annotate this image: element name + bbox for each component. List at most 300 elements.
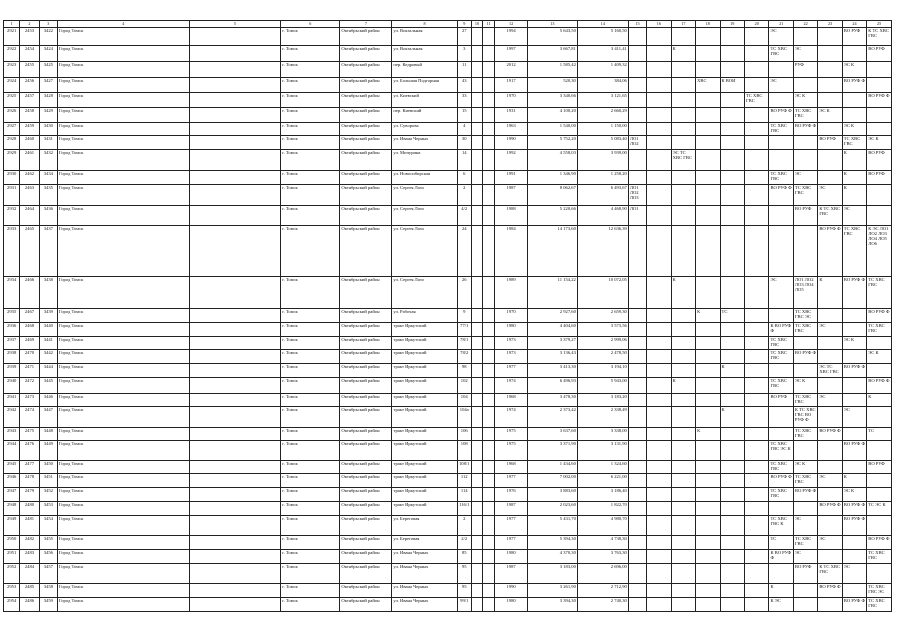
table-cell bbox=[696, 136, 720, 150]
table-cell: ул. Ивана Черных bbox=[392, 598, 457, 612]
table-cell: Октябрьский район bbox=[340, 441, 392, 461]
table-cell bbox=[744, 171, 768, 185]
table-cell bbox=[647, 150, 671, 171]
table-cell bbox=[647, 564, 671, 584]
table-cell: ВО РУФ bbox=[867, 461, 892, 474]
table-cell bbox=[189, 407, 281, 428]
table-cell bbox=[471, 407, 482, 428]
table-cell bbox=[483, 226, 495, 277]
table-cell: ВО РУФ bbox=[793, 206, 817, 226]
table-cell: ТС ХВС ГВС bbox=[793, 428, 817, 441]
table-row bbox=[4, 441, 892, 461]
table-cell: 1977 bbox=[495, 364, 528, 378]
table-cell: ЭС bbox=[842, 407, 866, 428]
table-cell bbox=[671, 337, 695, 350]
table-cell: 8 062,67 bbox=[527, 185, 577, 206]
table-cell bbox=[483, 461, 495, 474]
table-cell bbox=[696, 277, 720, 309]
table-cell bbox=[867, 337, 892, 350]
table-cell bbox=[483, 584, 495, 598]
table-cell: ТС ХВС ГВС ЭС К bbox=[769, 441, 793, 461]
table-cell bbox=[471, 206, 482, 226]
table-cell bbox=[471, 441, 482, 461]
table-cell: пер. Кедровый bbox=[392, 62, 457, 78]
table-cell: 2928 bbox=[4, 136, 20, 150]
table-cell: Город Томск bbox=[58, 206, 190, 226]
table-cell bbox=[744, 536, 768, 550]
table-cell: 3 413,30 bbox=[527, 364, 577, 378]
table-cell: 104 bbox=[457, 394, 471, 407]
table-cell bbox=[818, 93, 842, 108]
table-cell bbox=[769, 226, 793, 277]
table-cell bbox=[647, 350, 671, 364]
table-cell: ВО РУФ Ф bbox=[867, 309, 892, 323]
table-cell bbox=[671, 564, 695, 584]
table-cell bbox=[818, 488, 842, 502]
table-cell bbox=[189, 474, 281, 488]
table-cell: ЭС К bbox=[867, 350, 892, 364]
table-cell: 2464 bbox=[20, 206, 39, 226]
table-cell bbox=[647, 136, 671, 150]
column-header: 24 bbox=[842, 21, 866, 28]
table-cell: 2453 bbox=[20, 28, 39, 46]
table-cell bbox=[189, 441, 281, 461]
table-cell bbox=[793, 441, 817, 461]
table-cell: 2461 bbox=[20, 150, 39, 171]
table-cell bbox=[793, 337, 817, 350]
table-cell: 2458 bbox=[20, 108, 39, 123]
table-cell: 1 409,32 bbox=[577, 62, 628, 78]
table-cell bbox=[471, 474, 482, 488]
table-cell: 77/1 bbox=[457, 323, 471, 337]
column-header: 16 bbox=[647, 21, 671, 28]
table-cell bbox=[842, 428, 866, 441]
table-cell bbox=[720, 378, 744, 394]
table-cell: 2471 bbox=[20, 364, 39, 378]
table-cell: г. Томск bbox=[281, 428, 340, 441]
table-cell bbox=[696, 502, 720, 516]
table-cell: ул. Ивана Черных bbox=[392, 584, 457, 598]
table-cell: г. Томск bbox=[281, 185, 340, 206]
table-cell bbox=[744, 136, 768, 150]
table-cell: ЭС bbox=[818, 323, 842, 337]
table-cell bbox=[842, 309, 866, 323]
column-header: 9 bbox=[457, 21, 471, 28]
table-cell: 3447 bbox=[39, 407, 57, 428]
table-row bbox=[4, 150, 892, 171]
table-cell bbox=[793, 28, 817, 46]
table-cell bbox=[647, 46, 671, 62]
table-cell bbox=[647, 364, 671, 378]
table-cell: ул. Рабочая bbox=[392, 309, 457, 323]
table-cell: 1968 bbox=[495, 461, 528, 474]
table-cell bbox=[671, 394, 695, 407]
table-cell bbox=[867, 407, 892, 428]
table-cell bbox=[720, 394, 744, 407]
table-cell bbox=[483, 28, 495, 46]
table-cell: ул. Вокзальная bbox=[392, 28, 457, 46]
table-cell bbox=[483, 150, 495, 171]
table-cell: 4 370,30 bbox=[527, 550, 577, 564]
table-cell: Октябрьский район bbox=[340, 407, 392, 428]
table-cell bbox=[818, 46, 842, 62]
table-cell: тракт Иркутский bbox=[392, 428, 457, 441]
table-cell: 3453 bbox=[39, 502, 57, 516]
table-cell: г. Томск bbox=[281, 407, 340, 428]
table-cell bbox=[483, 428, 495, 441]
table-cell: ТС ХВС ГВС bbox=[867, 277, 892, 309]
table-cell bbox=[720, 28, 744, 46]
table-cell bbox=[744, 428, 768, 441]
table-cell: 3 478,30 bbox=[527, 394, 577, 407]
table-cell: 1987 bbox=[495, 564, 528, 584]
table-cell bbox=[471, 123, 482, 136]
table-cell: ЭС bbox=[818, 474, 842, 488]
table-cell: г. Томск bbox=[281, 46, 340, 62]
table-cell: г. Томск bbox=[281, 488, 340, 502]
table-cell: Октябрьский район bbox=[340, 428, 392, 441]
table-cell bbox=[842, 550, 866, 564]
table-cell: ТС ХВС ГВС bbox=[769, 171, 793, 185]
table-cell: г. Томск bbox=[281, 108, 340, 123]
table-cell bbox=[671, 364, 695, 378]
table-cell: 1977 bbox=[495, 474, 528, 488]
table-cell bbox=[744, 28, 768, 46]
table-cell bbox=[471, 62, 482, 78]
table-cell bbox=[647, 309, 671, 323]
table-cell bbox=[744, 516, 768, 536]
table-cell: 2465 bbox=[20, 226, 39, 277]
table-cell: Город Томск bbox=[58, 474, 190, 488]
table-cell: тракт Иркутский bbox=[392, 488, 457, 502]
table-cell bbox=[671, 350, 695, 364]
table-cell: ВО РУФ bbox=[769, 394, 793, 407]
table-cell bbox=[189, 394, 281, 407]
table-cell: 1917 bbox=[495, 78, 528, 93]
table-cell: Город Томск bbox=[58, 488, 190, 502]
table-cell bbox=[842, 350, 866, 364]
table-cell bbox=[671, 28, 695, 46]
table-row bbox=[4, 461, 892, 474]
table-row bbox=[4, 350, 892, 364]
table-cell bbox=[189, 461, 281, 474]
table-cell: ул. Береговая bbox=[392, 536, 457, 550]
table-cell: 3459 bbox=[39, 598, 57, 612]
table-cell: 5 431,70 bbox=[527, 516, 577, 536]
table-cell bbox=[696, 46, 720, 62]
table-cell: ул. Сергея Лазо bbox=[392, 277, 457, 309]
table-cell bbox=[671, 502, 695, 516]
table-cell: 1975 bbox=[495, 428, 528, 441]
table-cell bbox=[189, 150, 281, 171]
table-cell: 112 bbox=[457, 474, 471, 488]
table-cell: 2468 bbox=[20, 323, 39, 337]
table-cell: Октябрьский район bbox=[340, 378, 392, 394]
table-cell: ВО РУФ Ф bbox=[818, 428, 842, 441]
table-cell bbox=[696, 171, 720, 185]
table-cell bbox=[793, 226, 817, 277]
table-cell: 3 939,00 bbox=[577, 150, 628, 171]
table-cell bbox=[696, 93, 720, 108]
table-row bbox=[4, 185, 892, 206]
table-cell: 2467 bbox=[20, 309, 39, 323]
table-cell bbox=[189, 337, 281, 350]
table-cell: 3451 bbox=[39, 474, 57, 488]
table-cell bbox=[671, 407, 695, 428]
table-cell: г. Томск bbox=[281, 441, 340, 461]
table-cell: 1997 bbox=[495, 46, 528, 62]
table-cell: ВО РУФ Ф bbox=[818, 584, 842, 598]
table-cell bbox=[628, 78, 646, 93]
table-cell: 3432 bbox=[39, 150, 57, 171]
table-row bbox=[4, 171, 892, 185]
table-cell: 1 585,42 bbox=[527, 62, 577, 78]
table-cell bbox=[720, 323, 744, 337]
table-cell bbox=[671, 516, 695, 536]
table-cell: 1 540,00 bbox=[527, 123, 577, 136]
table-row bbox=[4, 108, 892, 123]
column-header: 5 bbox=[189, 21, 281, 28]
table-cell: 3 183,00 bbox=[527, 564, 577, 584]
table-cell bbox=[696, 441, 720, 461]
table-cell bbox=[628, 378, 646, 394]
table-cell bbox=[483, 46, 495, 62]
table-cell bbox=[647, 108, 671, 123]
table-cell bbox=[671, 536, 695, 550]
table-row bbox=[4, 62, 892, 78]
table-cell: г. Томск bbox=[281, 226, 340, 277]
table-cell: 2479 bbox=[20, 488, 39, 502]
table-cell: К bbox=[842, 185, 866, 206]
table-cell: Октябрьский район bbox=[340, 226, 392, 277]
table-cell bbox=[628, 323, 646, 337]
table-cell bbox=[818, 598, 842, 612]
table-row bbox=[4, 378, 892, 394]
table-cell bbox=[189, 93, 281, 108]
table-cell bbox=[744, 364, 768, 378]
table-cell: Город Томск bbox=[58, 364, 190, 378]
table-cell: Октябрьский район bbox=[340, 28, 392, 46]
table-cell bbox=[647, 428, 671, 441]
table-cell bbox=[471, 46, 482, 62]
table-cell bbox=[671, 136, 695, 150]
table-cell bbox=[471, 337, 482, 350]
table-cell bbox=[671, 323, 695, 337]
table-cell: 1989 bbox=[495, 277, 528, 309]
table-cell: 3458 bbox=[39, 584, 57, 598]
table-cell: 3 379,27 bbox=[527, 337, 577, 350]
table-cell: Город Томск bbox=[58, 337, 190, 350]
table-cell: 1931 bbox=[495, 108, 528, 123]
table-cell: 3428 bbox=[39, 93, 57, 108]
table-cell: тракт Иркутский bbox=[392, 364, 457, 378]
table-cell: тракт Иркутский bbox=[392, 337, 457, 350]
table-cell bbox=[793, 584, 817, 598]
table-cell bbox=[483, 488, 495, 502]
table-cell: ВО РУФ Ф bbox=[793, 350, 817, 364]
table-cell: г. Томск bbox=[281, 309, 340, 323]
table-cell: Город Томск bbox=[58, 136, 190, 150]
table-cell: 3 340,66 bbox=[527, 93, 577, 108]
table-cell bbox=[867, 564, 892, 584]
table-cell: ВО РУФ Ф bbox=[842, 441, 866, 461]
table-cell: г. Томск bbox=[281, 150, 340, 171]
table-cell: Город Томск bbox=[58, 441, 190, 461]
table-cell bbox=[483, 78, 495, 93]
table-cell bbox=[671, 441, 695, 461]
table-cell bbox=[818, 28, 842, 46]
table-cell: 2952 bbox=[4, 564, 20, 584]
table-cell bbox=[189, 185, 281, 206]
table-cell: Город Томск bbox=[58, 323, 190, 337]
table-cell: 3 131,90 bbox=[577, 441, 628, 461]
table-cell: 2 660,29 bbox=[577, 108, 628, 123]
table-cell bbox=[720, 277, 744, 309]
table-cell bbox=[483, 171, 495, 185]
table-cell bbox=[867, 123, 892, 136]
column-header: 23 bbox=[818, 21, 842, 28]
table-cell bbox=[483, 564, 495, 584]
table-cell bbox=[647, 323, 671, 337]
table-cell bbox=[671, 428, 695, 441]
table-cell bbox=[867, 364, 892, 378]
table-cell bbox=[744, 226, 768, 277]
table-cell bbox=[696, 536, 720, 550]
table-cell: 2 478,50 bbox=[577, 350, 628, 364]
table-cell: 3 667,81 bbox=[527, 46, 577, 62]
table-cell bbox=[628, 516, 646, 536]
table-cell: 2936 bbox=[4, 323, 20, 337]
table-row bbox=[4, 536, 892, 550]
table-cell bbox=[720, 564, 744, 584]
table-cell bbox=[647, 536, 671, 550]
table-cell bbox=[483, 62, 495, 78]
table-cell bbox=[628, 584, 646, 598]
table-cell bbox=[628, 123, 646, 136]
table-cell bbox=[471, 78, 482, 93]
table-cell: Октябрьский район bbox=[340, 584, 392, 598]
table-cell bbox=[189, 536, 281, 550]
table-cell bbox=[671, 474, 695, 488]
table-cell: 2469 bbox=[20, 337, 39, 350]
table-cell bbox=[628, 62, 646, 78]
table-cell: ЭС bbox=[769, 277, 793, 309]
column-header: 19 bbox=[720, 21, 744, 28]
table-cell bbox=[671, 123, 695, 136]
table-cell bbox=[647, 474, 671, 488]
table-cell bbox=[671, 226, 695, 277]
table-cell bbox=[471, 93, 482, 108]
table-cell bbox=[647, 226, 671, 277]
table-cell: ТС ХВС ГВС К bbox=[769, 516, 793, 536]
table-cell bbox=[671, 550, 695, 564]
table-cell: 1970 bbox=[495, 309, 528, 323]
table-cell: ВО РУФ Ф bbox=[867, 536, 892, 550]
table-row bbox=[4, 206, 892, 226]
table-cell: г. Томск bbox=[281, 93, 340, 108]
table-cell bbox=[744, 150, 768, 171]
table-cell bbox=[671, 206, 695, 226]
table-cell: 3437 bbox=[39, 226, 57, 277]
table-cell bbox=[818, 78, 842, 93]
table-cell: 2475 bbox=[20, 428, 39, 441]
table-cell bbox=[628, 277, 646, 309]
table-cell bbox=[720, 123, 744, 136]
table-cell: ВО РУФ Ф bbox=[769, 108, 793, 123]
table-cell: 2 373,42 bbox=[527, 407, 577, 428]
table-cell: 2934 bbox=[4, 277, 20, 309]
table-cell: 3436 bbox=[39, 206, 57, 226]
table-cell bbox=[720, 516, 744, 536]
table-cell bbox=[744, 337, 768, 350]
table-cell: 2476 bbox=[20, 441, 39, 461]
table-cell: ВО РУФ Ф bbox=[793, 123, 817, 136]
table-cell bbox=[471, 364, 482, 378]
table-cell: г. Томск bbox=[281, 323, 340, 337]
table-cell: 78/1 bbox=[457, 337, 471, 350]
table-cell: 1 258,20 bbox=[577, 171, 628, 185]
table-cell: Октябрьский район bbox=[340, 46, 392, 62]
table-cell bbox=[483, 185, 495, 206]
table-cell bbox=[483, 323, 495, 337]
table-cell bbox=[842, 46, 866, 62]
table-row bbox=[4, 584, 892, 598]
table-cell: ТС ХВС ГВС bbox=[867, 323, 892, 337]
table-cell: ЭС К bbox=[842, 337, 866, 350]
table-cell: ул. Сергея Лазо bbox=[392, 206, 457, 226]
table-cell: 1963 bbox=[495, 123, 528, 136]
table-cell: Город Томск bbox=[58, 226, 190, 277]
table-cell: 2466 bbox=[20, 277, 39, 309]
table-cell bbox=[696, 206, 720, 226]
table-cell bbox=[647, 123, 671, 136]
table-cell bbox=[471, 28, 482, 46]
table-cell: 4 468,90 bbox=[577, 206, 628, 226]
table-cell bbox=[696, 123, 720, 136]
table-cell: ЛО1 ЛО2 ЛО3 ЛО4 ЛО5 bbox=[793, 277, 817, 309]
table-cell bbox=[483, 93, 495, 108]
column-header: 3 bbox=[39, 21, 57, 28]
table-cell bbox=[696, 407, 720, 428]
table-cell bbox=[744, 407, 768, 428]
table-cell: Город Томск bbox=[58, 309, 190, 323]
table-cell: ЛО1 ЛО2 ЛО3 bbox=[628, 185, 646, 206]
table-cell: 26 bbox=[457, 277, 471, 309]
table-cell: ТС ХВС ГВС bbox=[793, 108, 817, 123]
table-cell bbox=[696, 226, 720, 277]
table-cell: ВО РУФ bbox=[793, 564, 817, 584]
table-cell: ВО РУФ Ф bbox=[818, 226, 842, 277]
table-cell: Октябрьский район bbox=[340, 123, 392, 136]
table-cell: 2926 bbox=[4, 108, 20, 123]
table-cell: ТС ХВС ГВС bbox=[793, 185, 817, 206]
table-cell: 4 980,70 bbox=[577, 516, 628, 536]
table-cell: 2 927,60 bbox=[527, 309, 577, 323]
table-cell: г. Томск bbox=[281, 584, 340, 598]
table-cell: Октябрьский район bbox=[340, 309, 392, 323]
table-cell: ЭС К bbox=[818, 108, 842, 123]
table-cell: 3438 bbox=[39, 277, 57, 309]
table-cell: ВО РУФ Ф bbox=[793, 488, 817, 502]
table-cell bbox=[867, 488, 892, 502]
table-cell: Октябрьский район bbox=[340, 502, 392, 516]
column-header: 15 bbox=[628, 21, 646, 28]
table-cell: Город Томск bbox=[58, 108, 190, 123]
table-cell: 2935 bbox=[4, 309, 20, 323]
table-cell: 2950 bbox=[4, 536, 20, 550]
table-cell: ТС ХВС ГВС ЭС bbox=[867, 584, 892, 598]
table-cell bbox=[744, 46, 768, 62]
